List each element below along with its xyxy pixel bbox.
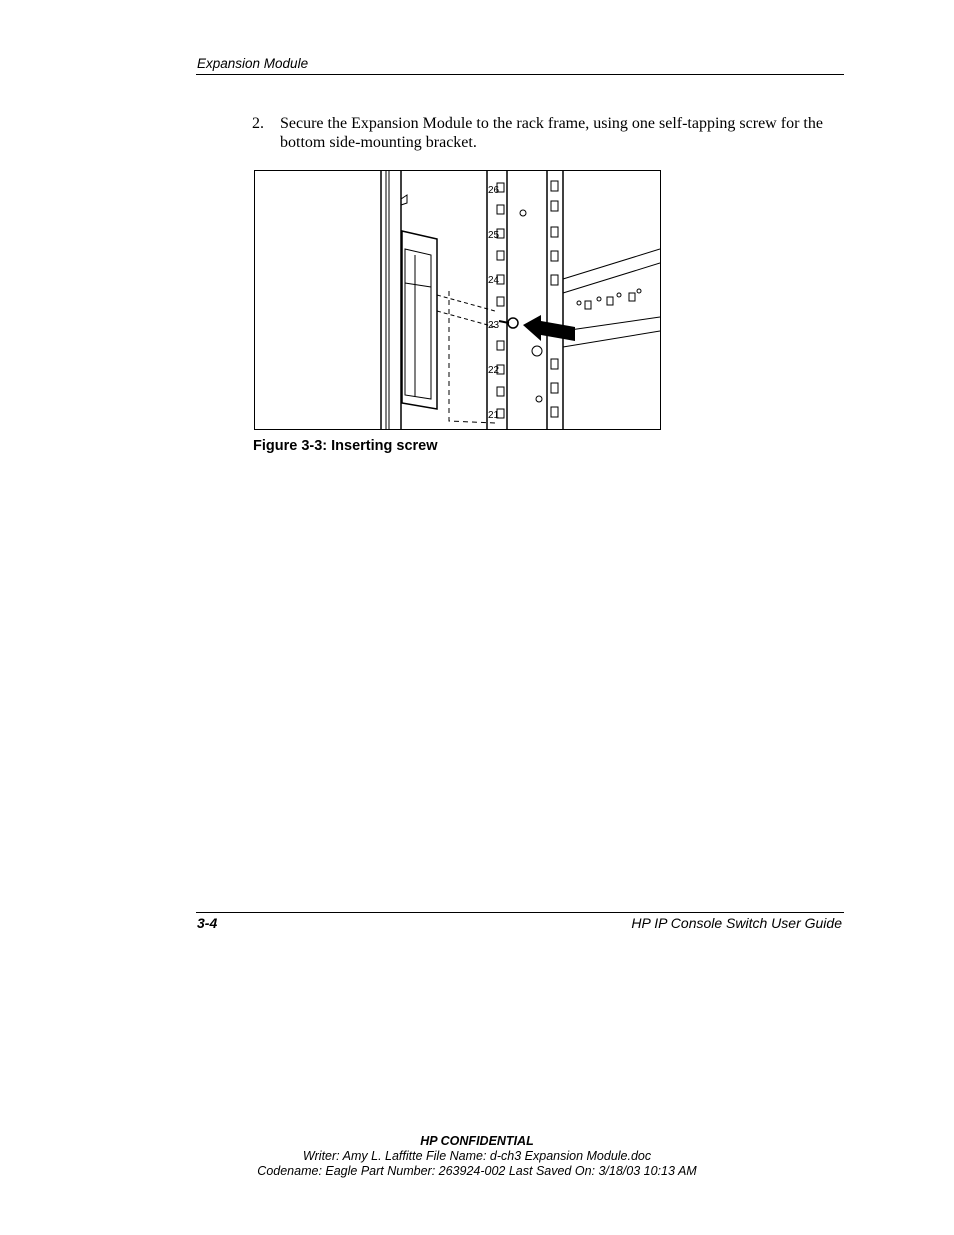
- step-number: 2.: [252, 115, 264, 132]
- confidential-writer-line: Writer: Amy L. Laffitte File Name: d-ch3 Expansion Module.doc: [302, 1149, 652, 1163]
- figure-inserting-screw: [254, 170, 661, 430]
- step-text: Secure the Expansion Module to the rack frame, using one self-tapping screw for the bottom side-mounting bracket.: [280, 115, 823, 151]
- page-number: 3-4: [197, 915, 218, 931]
- figure-caption: Figure 3-3: Inserting screw: [253, 438, 438, 454]
- rack-unit-label: 24: [488, 275, 500, 286]
- running-header: Expansion Module: [197, 56, 309, 71]
- confidential-title: HP CONFIDENTIAL: [420, 1134, 534, 1148]
- rack-unit-label: 26: [488, 185, 500, 196]
- rack-unit-label: 21: [488, 410, 500, 421]
- rack-unit-label: 22: [488, 365, 500, 376]
- rack-illustration: [255, 171, 660, 429]
- header-rule: [196, 74, 844, 75]
- rack-unit-label: 25: [488, 230, 500, 241]
- footer-rule: [196, 912, 844, 913]
- document-title: HP IP Console Switch User Guide: [631, 915, 842, 931]
- rack-unit-label: 23: [488, 320, 500, 331]
- confidential-codename-line: Codename: Eagle Part Number: 263924-002 Last Saved On: 3/18/03 10:13 AM: [257, 1164, 697, 1178]
